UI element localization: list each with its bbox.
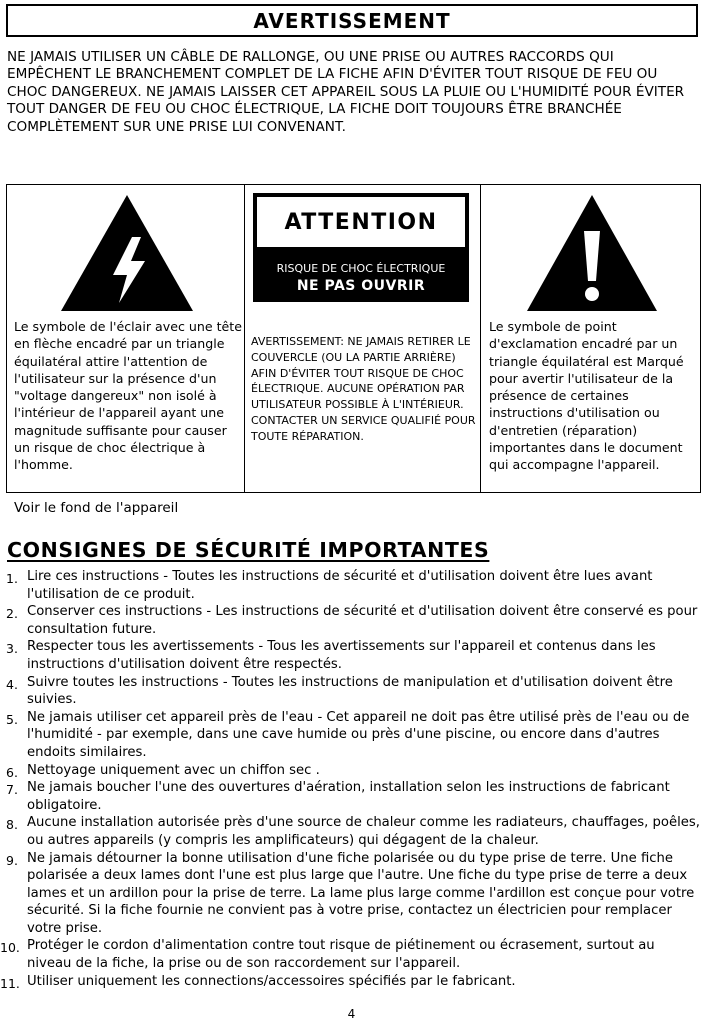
item-text: Suivre toutes les instructions - Toutes les instructions de manipulation et d'utilisation doivent être suivies. — [27, 674, 673, 708]
list-item — [0, 973, 703, 991]
item-number: 3. — [6, 641, 18, 657]
lightning-symbol-description: Le symbole de l'éclair avec une tête en flèche encadré par un triangle équilatéral attire l'attention de l'utilisateur sur la présence d'un "voltage dangereux" non isolé à l'intérieur de l'appareil ayant une magnitude suffisante pour causer un risque de choc électrique à l'homme. — [14, 319, 242, 473]
safety-symbols-table — [6, 184, 701, 493]
list-item — [0, 850, 703, 938]
exclamation-triangle-icon — [527, 195, 657, 311]
list-item — [0, 568, 703, 603]
warning-paragraph: NE JAMAIS UTILISER UN CÂBLE DE RALLONGE, OU UNE PRISE OU AUTRES RACCORDS QUI EMPÊCHENT LE BRANCHEMENT COMPLET DE LA FICHE AFIN D'ÉVITER TOUT RISQUE DE FEU OU CHOC DANGEREUX. NE JAMAIS LAISSER CET APPAREIL SOUS LA PLUIE OU L'HUMIDITÉ POUR ÉVITER TOUT DANGER DE FEU OU CHOC ÉLECTRIQUE, LA FICHE DOIT TOUJOURS ÊTRE BRANCHÉE COMPLÈTEMENT SUR UNE PRISE LUI CONVENANT. — [7, 49, 685, 135]
item-text: Respecter tous les avertissements - Tous les avertissements sur l'appareil et contenus dans les instructions d'utilisation doivent être respectés. — [27, 639, 656, 672]
item-number: 4. — [6, 676, 18, 692]
item-number: 6. — [6, 764, 18, 780]
list-item — [0, 937, 703, 972]
item-number: 1. — [6, 571, 18, 586]
exclamation-symbol-description: Le symbole de point d'exclamation encadré par un triangle équilatéral est Marqué pour avertir l'utilisateur de la présence de certaines instructions d'utilisation ou d'entretien (réparation) importantes dans le document qui accompagne l'appareil. — [489, 319, 684, 473]
see-bottom-note: Voir le fond de l'appareil — [14, 500, 179, 516]
list-item — [0, 814, 703, 849]
list-item — [0, 762, 703, 780]
item-text: Protéger le cordon d'alimentation contre tout risque de piétinement ou écrasement, surtout au niveau de la fiche, la prise ou de son raccordement sur l'appareil. — [27, 938, 655, 972]
item-text: Conserver ces instructions - Les instructions de sécurité et d'utilisation doivent être conservé es pour consultation future. — [27, 604, 698, 637]
attention-cell — [245, 185, 481, 492]
item-text: Ne jamais utiliser cet appareil près de l'eau - Cet appareil ne doit pas être utilisé près de l'eau ou de l'humidité - par exemple, dans une cave humide ou près d'une piscine, ou encore dans d'autres endoits similaires. — [27, 709, 690, 760]
page-number: 4 — [347, 1007, 356, 1021]
item-text: Lire ces instructions - Toutes les instructions de sécurité et d'utilisation doivent être lues avant l'utilisation de ce produit. — [27, 569, 653, 602]
item-number: 9. — [6, 852, 18, 868]
attention-do-not-open: NE PAS OUVRIR — [296, 278, 426, 294]
section-title: CONSIGNES DE SÉCURITÉ IMPORTANTES — [7, 538, 490, 562]
item-number: 2. — [6, 606, 18, 622]
item-text: Aucune installation autorisée près d'une source de chaleur comme les radiateurs, chauffages, poêles, ou autres appareils (y compris les amplificateurs) qui dégagent de la chaleur. — [27, 815, 700, 848]
attention-heading: ATTENTION — [257, 197, 465, 247]
item-number: 7. — [6, 782, 18, 798]
attention-label — [253, 193, 469, 302]
item-number: 8. — [6, 817, 18, 833]
lightning-symbol-cell — [7, 185, 245, 492]
attention-risk-line: RISQUE DE CHOC ÉLECTRIQUE — [276, 262, 446, 275]
list-item — [0, 674, 703, 709]
instruction-list — [0, 568, 703, 990]
exclamation-symbol-cell — [481, 185, 699, 492]
item-text: Nettoyage uniquement avec un chiffon sec . — [27, 762, 320, 778]
item-number: 10. — [0, 940, 20, 956]
item-text: Ne jamais détourner la bonne utilisation d'une fiche polarisée ou du type prise de terre. Une fiche polarisée a deux lames dont l'une est plus large que l'autre. Une fiche du type prise de terre a deux lames et un ardillon pour la prise de terre. La lame plus large comme l'ardillon est conçue pour votre sécurité. Si la fiche fournie ne convient pas à votre prise, contactez un électricien pour remplacer votre prise. — [27, 850, 695, 936]
list-item — [0, 603, 703, 638]
item-text: Ne jamais boucher l'une des ouvertures d'aération, installation selon les instructions de fabricant obligatoire. — [27, 780, 670, 813]
lightning-triangle-icon — [61, 195, 193, 311]
item-number: 5. — [6, 711, 18, 727]
item-text: Utiliser uniquement les connections/accessoires spécifiés par le fabricant. — [27, 973, 516, 989]
list-item — [0, 638, 703, 673]
attention-warning-text: AVERTISSEMENT: NE JAMAIS RETIRER LE COUVERCLE (OU LA PARTIE ARRIÈRE) AFIN D'ÉVITER TOUT RISQUE DE CHOC ÉLECTRIQUE. AUCUNE OPÉRATION PAR UTILISATEUR POSSIBLE À L'INTÉRIEUR. CONTACTER UN SERVICE QUALIFIÉ POUR TOUTE RÉPARATION. — [251, 335, 476, 443]
list-item — [0, 779, 703, 814]
warning-title: AVERTISSEMENT — [6, 4, 698, 37]
list-item — [0, 709, 703, 762]
item-number: 11. — [0, 975, 20, 991]
